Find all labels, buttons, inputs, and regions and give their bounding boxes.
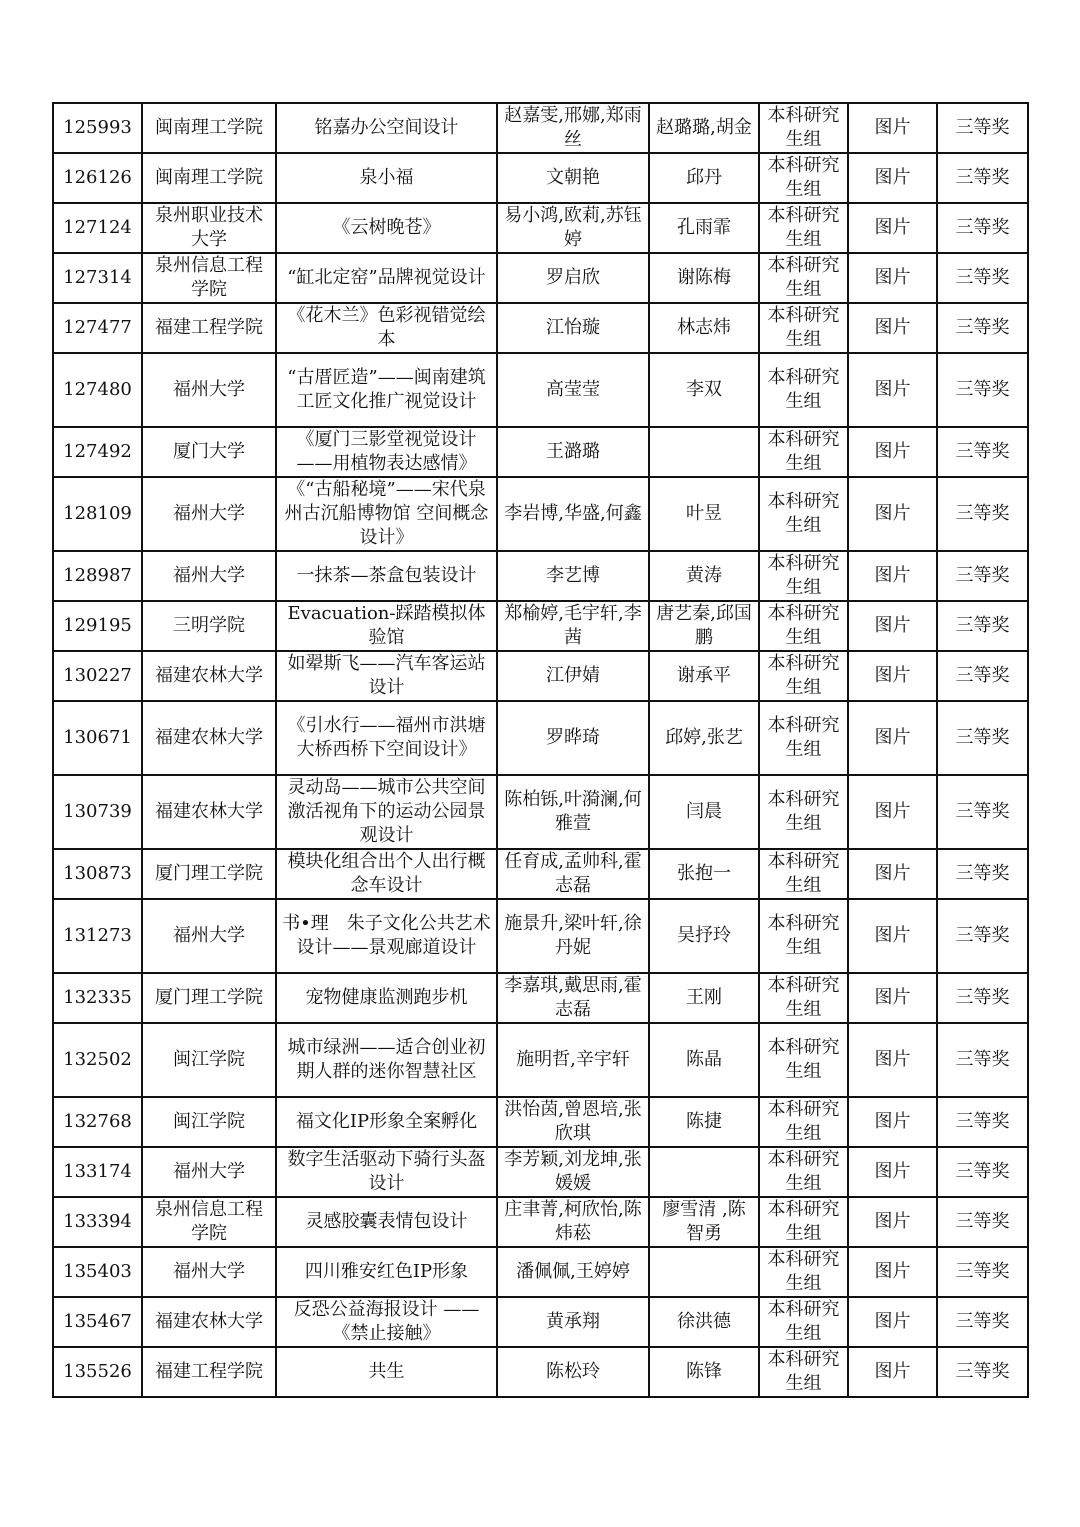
cell-advisor [649,1147,759,1197]
table-row [53,1347,1028,1397]
cell-category: 图片 [848,1023,937,1097]
cell-title: 灵感胶囊表情包设计 [276,1197,497,1247]
cell-category: 图片 [848,1197,937,1247]
cell-advisor: 邱婷,张艺 [649,701,759,775]
table-row [53,203,1028,253]
cell-title: 《引水行——福州市洪塘大桥西桥下空间设计》 [276,701,497,775]
cell-school: 福建工程学院 [142,1347,276,1397]
cell-school: 闽南理工学院 [142,153,276,203]
table-row [53,1023,1028,1097]
table-row [53,477,1028,551]
table-row [53,1097,1028,1147]
cell-advisor: 吴抒玲 [649,899,759,973]
cell-authors: 潘佩佩,王婷婷 [497,1247,649,1297]
cell-authors: 王潞璐 [497,427,649,477]
cell-advisor: 谢承平 [649,651,759,701]
cell-authors: 黄承翔 [497,1297,649,1347]
cell-award: 三等奖 [937,1347,1028,1397]
cell-category: 图片 [848,303,937,353]
cell-group: 本科研究生组 [759,1023,848,1097]
cell-id: 127477 [53,303,142,353]
cell-group: 本科研究生组 [759,303,848,353]
cell-school: 厦门大学 [142,427,276,477]
cell-category: 图片 [848,551,937,601]
table-row [53,303,1028,353]
cell-category: 图片 [848,253,937,303]
cell-id: 127480 [53,353,142,427]
cell-title: 书•理 朱子文化公共艺术设计——景观廊道设计 [276,899,497,973]
cell-group: 本科研究生组 [759,651,848,701]
cell-school: 闽南理工学院 [142,103,276,153]
cell-school: 福建农林大学 [142,701,276,775]
cell-title: 《厦门三影堂视觉设计——用植物表达感情》 [276,427,497,477]
cell-advisor [649,427,759,477]
cell-category: 图片 [848,701,937,775]
cell-category: 图片 [848,1347,937,1397]
cell-id: 128109 [53,477,142,551]
cell-id: 127492 [53,427,142,477]
cell-award: 三等奖 [937,203,1028,253]
cell-group: 本科研究生组 [759,849,848,899]
cell-authors: 洪怡茵,曾恩培,张欣琪 [497,1097,649,1147]
cell-award: 三等奖 [937,551,1028,601]
cell-award: 三等奖 [937,477,1028,551]
cell-school: 泉州信息工程学院 [142,253,276,303]
cell-title: 如翚斯飞——汽车客运站设计 [276,651,497,701]
cell-authors: 陈柏铄,叶漪澜,何雅萱 [497,775,649,849]
table-row [53,103,1028,153]
cell-group: 本科研究生组 [759,701,848,775]
cell-authors: 施景升,梁叶轩,徐丹妮 [497,899,649,973]
cell-award: 三等奖 [937,701,1028,775]
cell-advisor: 廖雪清 ,陈智勇 [649,1197,759,1247]
cell-school: 福州大学 [142,477,276,551]
cell-school: 福州大学 [142,1247,276,1297]
cell-award: 三等奖 [937,1147,1028,1197]
cell-title: 城市绿洲——适合创业初期人群的迷你智慧社区 [276,1023,497,1097]
cell-award: 三等奖 [937,899,1028,973]
cell-advisor: 王刚 [649,973,759,1023]
cell-id: 135403 [53,1247,142,1297]
cell-group: 本科研究生组 [759,153,848,203]
cell-id: 126126 [53,153,142,203]
cell-category: 图片 [848,775,937,849]
cell-school: 三明学院 [142,601,276,651]
cell-award: 三等奖 [937,103,1028,153]
cell-title: 宠物健康监测跑步机 [276,973,497,1023]
cell-authors: 李艺博 [497,551,649,601]
cell-school: 福州大学 [142,899,276,973]
cell-group: 本科研究生组 [759,973,848,1023]
cell-group: 本科研究生组 [759,1247,848,1297]
cell-group: 本科研究生组 [759,551,848,601]
cell-authors: 李嘉琪,戴思雨,霍志磊 [497,973,649,1023]
cell-award: 三等奖 [937,303,1028,353]
table-row [53,353,1028,427]
cell-school: 厦门理工学院 [142,849,276,899]
table-row [53,253,1028,303]
cell-group: 本科研究生组 [759,899,848,973]
cell-school: 福州大学 [142,353,276,427]
cell-advisor: 陈晶 [649,1023,759,1097]
cell-award: 三等奖 [937,1023,1028,1097]
cell-category: 图片 [848,849,937,899]
cell-id: 127124 [53,203,142,253]
cell-id: 125993 [53,103,142,153]
cell-id: 130739 [53,775,142,849]
cell-award: 三等奖 [937,849,1028,899]
cell-title: 共生 [276,1347,497,1397]
cell-school: 厦门理工学院 [142,973,276,1023]
cell-category: 图片 [848,353,937,427]
cell-school: 闽江学院 [142,1023,276,1097]
cell-award: 三等奖 [937,427,1028,477]
cell-id: 129195 [53,601,142,651]
cell-category: 图片 [848,1297,937,1347]
cell-group: 本科研究生组 [759,477,848,551]
cell-title: 反恐公益海报设计 ——《禁止接触》 [276,1297,497,1347]
cell-award: 三等奖 [937,1297,1028,1347]
table-row [53,551,1028,601]
cell-title: 四川雅安红色IP形象 [276,1247,497,1297]
cell-title: 数字生活驱动下骑行头盔设计 [276,1147,497,1197]
cell-advisor: 谢陈梅 [649,253,759,303]
cell-category: 图片 [848,1247,937,1297]
cell-category: 图片 [848,1147,937,1197]
cell-id: 131273 [53,899,142,973]
cell-authors: 李芳颖,刘龙坤,张媛媛 [497,1147,649,1197]
cell-advisor: 闫晨 [649,775,759,849]
table-row [53,1297,1028,1347]
cell-authors: 易小鸿,欧莉,苏钰婷 [497,203,649,253]
cell-id: 135467 [53,1297,142,1347]
cell-title: 《“古船秘境”——宋代泉州古沉船博物馆 空间概念设计》 [276,477,497,551]
cell-award: 三等奖 [937,1197,1028,1247]
cell-id: 128987 [53,551,142,601]
cell-title: 铭嘉办公空间设计 [276,103,497,153]
cell-title: 泉小福 [276,153,497,203]
cell-advisor: 孔雨霏 [649,203,759,253]
table-row [53,775,1028,849]
cell-id: 135526 [53,1347,142,1397]
cell-id: 127314 [53,253,142,303]
cell-category: 图片 [848,899,937,973]
cell-authors: 施明哲,辛宇轩 [497,1023,649,1097]
cell-authors: 文朝艳 [497,153,649,203]
cell-school: 福建农林大学 [142,651,276,701]
cell-id: 133394 [53,1197,142,1247]
cell-school: 福州大学 [142,551,276,601]
cell-title: 《花木兰》色彩视错觉绘本 [276,303,497,353]
cell-award: 三等奖 [937,1097,1028,1147]
cell-authors: 任育成,孟帅科,霍志磊 [497,849,649,899]
cell-category: 图片 [848,153,937,203]
cell-school: 泉州职业技术大学 [142,203,276,253]
cell-advisor: 赵璐璐,胡金 [649,103,759,153]
cell-group: 本科研究生组 [759,1297,848,1347]
cell-title: 模块化组合出个人出行概念车设计 [276,849,497,899]
cell-school: 福建工程学院 [142,303,276,353]
table-row [53,1197,1028,1247]
cell-group: 本科研究生组 [759,1197,848,1247]
cell-category: 图片 [848,973,937,1023]
cell-authors: 李岩博,华盛,何鑫 [497,477,649,551]
table-row [53,899,1028,973]
cell-school: 泉州信息工程学院 [142,1197,276,1247]
cell-group: 本科研究生组 [759,253,848,303]
cell-title: “古厝匠造”——闽南建筑工匠文化推广视觉设计 [276,353,497,427]
table-row [53,601,1028,651]
cell-category: 图片 [848,477,937,551]
cell-group: 本科研究生组 [759,203,848,253]
cell-group: 本科研究生组 [759,1347,848,1397]
cell-school: 福建农林大学 [142,1297,276,1347]
cell-authors: 罗晔琦 [497,701,649,775]
cell-authors: 江伊婧 [497,651,649,701]
cell-category: 图片 [848,1097,937,1147]
cell-advisor: 叶昱 [649,477,759,551]
cell-advisor: 黄涛 [649,551,759,601]
cell-advisor: 李双 [649,353,759,427]
cell-school: 福州大学 [142,1147,276,1197]
cell-authors: 高莹莹 [497,353,649,427]
cell-authors: 江怡璇 [497,303,649,353]
cell-school: 福建农林大学 [142,775,276,849]
cell-group: 本科研究生组 [759,775,848,849]
cell-award: 三等奖 [937,153,1028,203]
cell-award: 三等奖 [937,353,1028,427]
cell-group: 本科研究生组 [759,103,848,153]
cell-category: 图片 [848,203,937,253]
cell-group: 本科研究生组 [759,1147,848,1197]
table-row [53,427,1028,477]
awards-table-body [53,103,1028,1397]
cell-award: 三等奖 [937,253,1028,303]
cell-advisor: 林志炜 [649,303,759,353]
cell-title: “缸北定窑”品牌视觉设计 [276,253,497,303]
awards-table [52,102,1029,1398]
table-row [53,1247,1028,1297]
cell-id: 132335 [53,973,142,1023]
cell-category: 图片 [848,651,937,701]
cell-advisor [649,1247,759,1297]
cell-id: 132768 [53,1097,142,1147]
cell-category: 图片 [848,601,937,651]
cell-award: 三等奖 [937,775,1028,849]
cell-advisor: 陈锋 [649,1347,759,1397]
cell-advisor: 徐洪德 [649,1297,759,1347]
cell-id: 130873 [53,849,142,899]
table-row [53,1147,1028,1197]
cell-award: 三等奖 [937,601,1028,651]
cell-id: 130227 [53,651,142,701]
cell-title: 灵动岛——城市公共空间激活视角下的运动公园景观设计 [276,775,497,849]
table-row [53,701,1028,775]
cell-title: 《云树晚苍》 [276,203,497,253]
cell-authors: 陈松玲 [497,1347,649,1397]
cell-category: 图片 [848,427,937,477]
cell-advisor: 唐艺秦,邱国鹏 [649,601,759,651]
cell-authors: 罗启欣 [497,253,649,303]
cell-advisor: 邱丹 [649,153,759,203]
cell-category: 图片 [848,103,937,153]
cell-advisor: 陈捷 [649,1097,759,1147]
cell-title: Evacuation-踩踏模拟体验馆 [276,601,497,651]
cell-id: 130671 [53,701,142,775]
cell-id: 133174 [53,1147,142,1197]
cell-award: 三等奖 [937,1247,1028,1297]
table-row [53,849,1028,899]
table-row [53,651,1028,701]
cell-group: 本科研究生组 [759,1097,848,1147]
cell-advisor: 张抱一 [649,849,759,899]
cell-title: 福文化IP形象全案孵化 [276,1097,497,1147]
cell-authors: 赵嘉雯,邢娜,郑雨丝 [497,103,649,153]
cell-award: 三等奖 [937,651,1028,701]
cell-group: 本科研究生组 [759,601,848,651]
cell-authors: 庄聿菁,柯欣怡,陈炜菘 [497,1197,649,1247]
cell-school: 闽江学院 [142,1097,276,1147]
cell-authors: 郑榆婷,毛宇轩,李茜 [497,601,649,651]
cell-id: 132502 [53,1023,142,1097]
cell-title: 一抹茶—茶盒包装设计 [276,551,497,601]
cell-group: 本科研究生组 [759,427,848,477]
table-row [53,153,1028,203]
table-row [53,973,1028,1023]
cell-group: 本科研究生组 [759,353,848,427]
cell-award: 三等奖 [937,973,1028,1023]
